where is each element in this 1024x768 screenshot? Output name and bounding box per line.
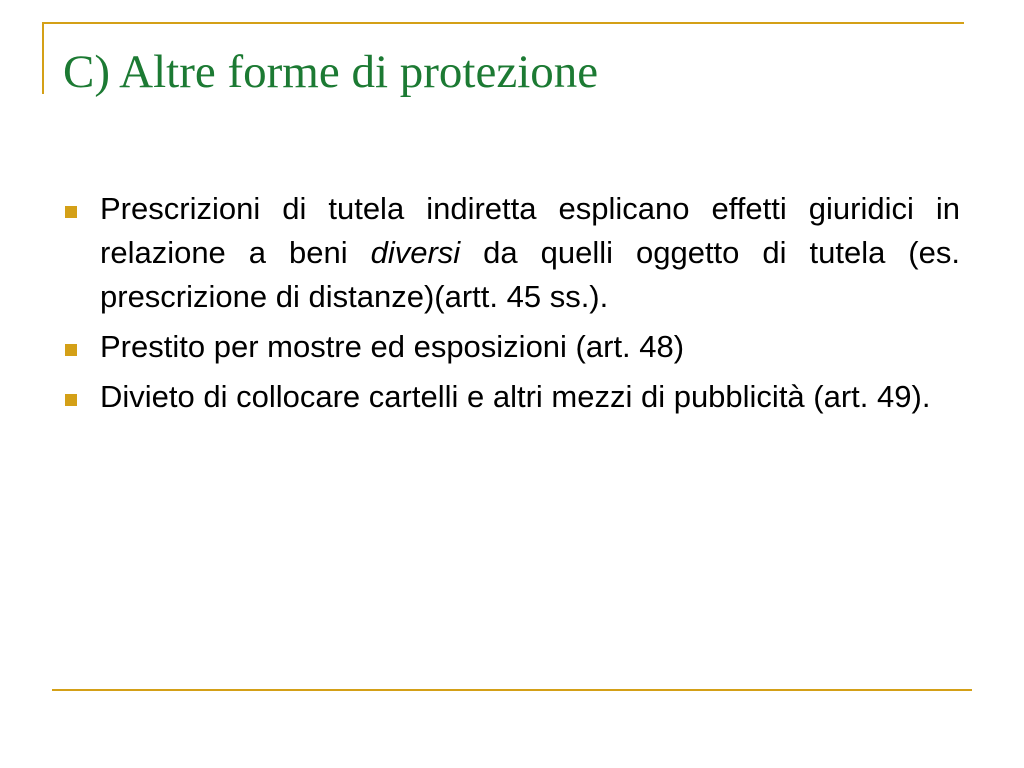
bullet-text: Prestito per mostre ed esposizioni (art. 48) <box>100 329 685 364</box>
bullet-text-part: da quelli oggetto di tutela (es. prescrizione di distanze)(artt. 45 ss.). <box>100 235 960 314</box>
emphasis-text: diversi <box>370 235 461 270</box>
square-bullet-icon <box>65 344 77 356</box>
bullet-item-indirect-protection <box>62 187 960 319</box>
bullet-list <box>62 187 960 425</box>
left-accent-line <box>42 22 44 94</box>
bullet-item-exhibition-loan <box>62 325 960 369</box>
bullet-text-part: Prescrizioni di tutela indiretta esplicano effetti giuridici in relazione a beni <box>100 191 960 270</box>
slide-title: C) Altre forme di protezione <box>63 46 599 98</box>
bottom-divider-line <box>52 689 972 691</box>
bullet-item-advertising-ban <box>62 375 960 419</box>
square-bullet-icon <box>65 206 77 218</box>
square-bullet-icon <box>65 394 77 406</box>
top-divider-line <box>42 22 964 24</box>
bullet-text: Divieto di collocare cartelli e altri mezzi di pubblicità (art. 49). <box>100 379 931 414</box>
